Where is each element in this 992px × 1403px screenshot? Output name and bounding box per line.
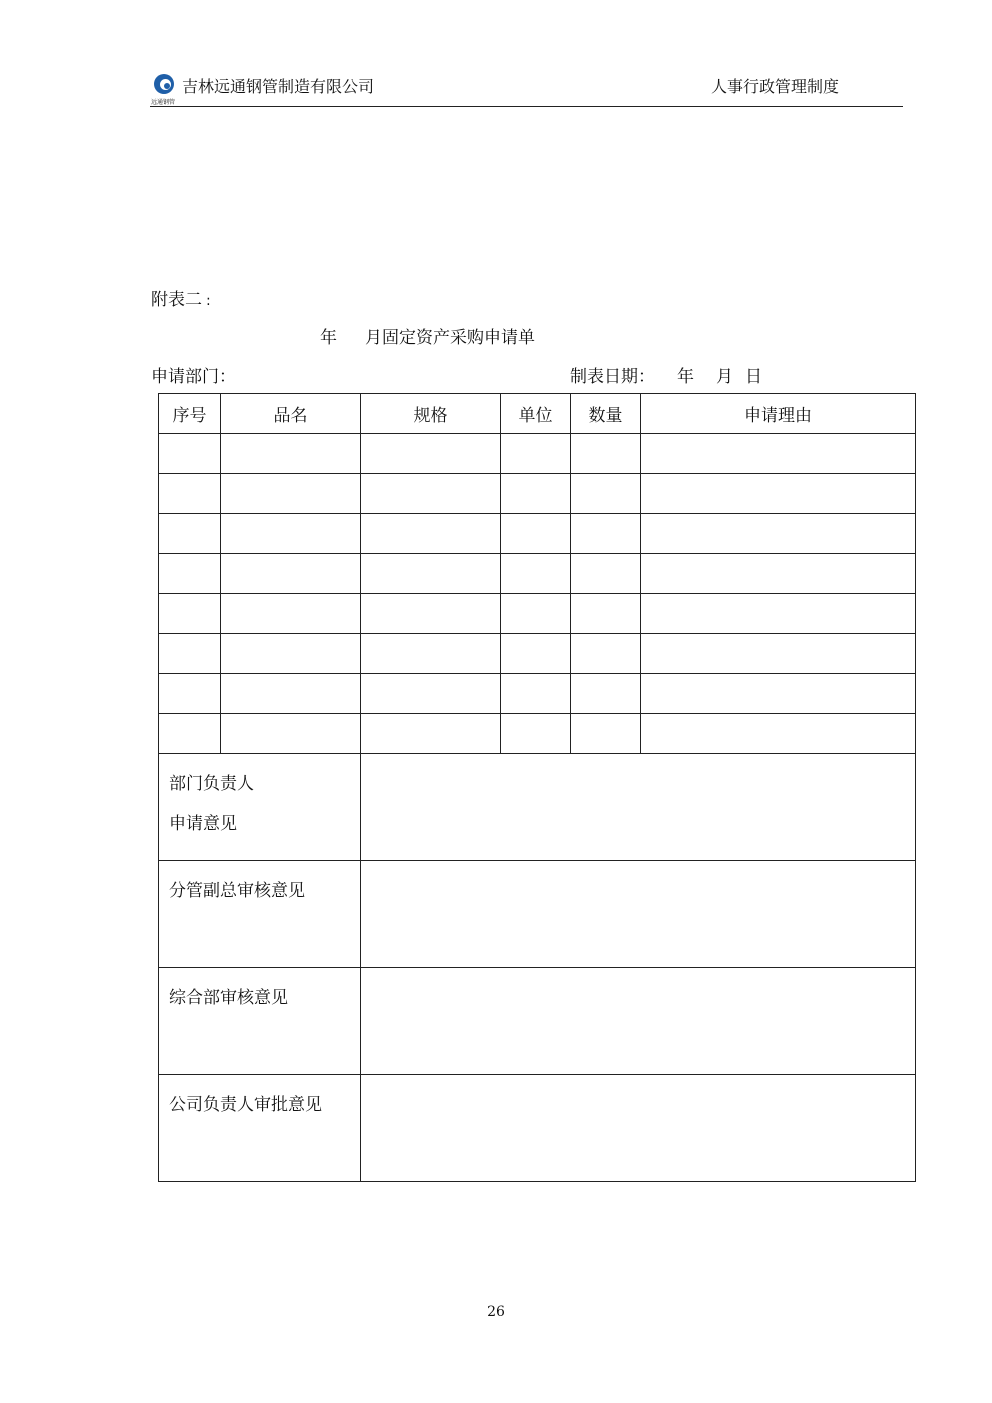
table-cell[interactable] xyxy=(159,714,221,754)
table-row xyxy=(159,434,916,474)
approval-label-line1: 综合部审核意见 xyxy=(169,988,288,1008)
table-cell[interactable] xyxy=(571,594,641,634)
appendix-text: 附表二 xyxy=(151,290,202,310)
approval-label-cell xyxy=(159,754,361,861)
table-row xyxy=(159,714,916,754)
table-cell[interactable] xyxy=(571,554,641,594)
table-cell[interactable] xyxy=(159,514,221,554)
table-cell[interactable] xyxy=(641,434,916,474)
table-cell[interactable] xyxy=(159,594,221,634)
table-cell[interactable] xyxy=(221,634,361,674)
table-cell[interactable] xyxy=(641,474,916,514)
table-cell[interactable] xyxy=(501,594,571,634)
table-cell[interactable] xyxy=(361,674,501,714)
table-row xyxy=(159,474,916,514)
table-cell[interactable] xyxy=(501,514,571,554)
table-cell[interactable] xyxy=(641,714,916,754)
form-title-text: 月固定资产采购申请单 xyxy=(365,328,535,348)
approval-row xyxy=(159,968,916,1075)
date-label: 制表日期： xyxy=(570,367,655,387)
approval-label xyxy=(159,968,360,1018)
table-row xyxy=(159,674,916,714)
table-cell[interactable] xyxy=(641,594,916,634)
table-cell[interactable] xyxy=(361,714,501,754)
table-cell[interactable] xyxy=(641,554,916,594)
table-cell[interactable] xyxy=(641,634,916,674)
table-cell[interactable] xyxy=(571,634,641,674)
document-title: 人事行政管理制度 xyxy=(710,77,839,96)
form-title-year: 年 xyxy=(320,328,337,348)
approval-opinion-field[interactable] xyxy=(361,1075,916,1182)
form-title xyxy=(320,323,535,348)
column-header: 序号 xyxy=(159,394,221,434)
table-cell[interactable] xyxy=(641,674,916,714)
approval-opinion-field[interactable] xyxy=(361,861,916,968)
column-header: 数量 xyxy=(571,394,641,434)
approval-label-line2: 申请意见 xyxy=(169,814,237,834)
table-cell[interactable] xyxy=(221,434,361,474)
table-cell[interactable] xyxy=(501,474,571,514)
table-cell[interactable] xyxy=(159,634,221,674)
table-cell[interactable] xyxy=(221,514,361,554)
date-field xyxy=(570,362,762,387)
table-cell[interactable] xyxy=(501,634,571,674)
header-rule xyxy=(150,106,903,107)
table-cell[interactable] xyxy=(221,474,361,514)
approval-label-line1: 公司负责人审批意见 xyxy=(169,1095,322,1115)
table-row xyxy=(159,634,916,674)
table-cell[interactable] xyxy=(221,594,361,634)
date-year: 年 xyxy=(677,367,694,387)
table-cell[interactable] xyxy=(501,674,571,714)
approval-opinion-field[interactable] xyxy=(361,968,916,1075)
table-cell[interactable] xyxy=(571,474,641,514)
svg-text:远通钢管: 远通钢管 xyxy=(151,99,176,106)
date-day: 日 xyxy=(745,367,762,387)
approval-opinion-field[interactable] xyxy=(361,754,916,861)
table-row xyxy=(159,594,916,634)
table-cell[interactable] xyxy=(361,474,501,514)
table-cell[interactable] xyxy=(641,514,916,554)
table-cell[interactable] xyxy=(361,634,501,674)
column-header: 品名 xyxy=(221,394,361,434)
approval-label xyxy=(159,754,360,844)
table-cell[interactable] xyxy=(501,554,571,594)
table-cell[interactable] xyxy=(159,434,221,474)
page-number: 26 xyxy=(487,1304,505,1320)
table-cell[interactable] xyxy=(361,594,501,634)
table-cell[interactable] xyxy=(361,434,501,474)
table-cell[interactable] xyxy=(221,674,361,714)
appendix-label xyxy=(151,285,211,310)
table-cell[interactable] xyxy=(361,554,501,594)
table-cell[interactable] xyxy=(159,554,221,594)
table-row xyxy=(159,554,916,594)
page-header xyxy=(150,70,905,108)
table-row xyxy=(159,514,916,554)
department-label: 申请部门： xyxy=(151,367,236,387)
table-cell[interactable] xyxy=(159,474,221,514)
column-header: 规格 xyxy=(361,394,501,434)
table-header-row xyxy=(159,394,916,434)
table-cell[interactable] xyxy=(361,514,501,554)
column-header: 单位 xyxy=(501,394,571,434)
table-cell[interactable] xyxy=(221,714,361,754)
appendix-colon: : xyxy=(206,293,211,309)
approval-label-line1: 分管副总审核意见 xyxy=(169,881,305,901)
table-cell[interactable] xyxy=(571,674,641,714)
table-cell[interactable] xyxy=(221,554,361,594)
approval-label-cell xyxy=(159,968,361,1075)
approval-label xyxy=(159,1075,360,1125)
purchase-table xyxy=(158,393,916,1182)
approval-row xyxy=(159,1075,916,1182)
table-cell[interactable] xyxy=(501,434,571,474)
column-header: 申请理由 xyxy=(641,394,916,434)
company-logo xyxy=(150,72,180,106)
approval-label xyxy=(159,861,360,911)
table-cell[interactable] xyxy=(159,674,221,714)
approval-row xyxy=(159,861,916,968)
approval-label-line1: 部门负责人 xyxy=(169,774,254,794)
table-cell[interactable] xyxy=(571,714,641,754)
approval-label-cell xyxy=(159,1075,361,1182)
table-cell[interactable] xyxy=(571,434,641,474)
approval-label-cell xyxy=(159,861,361,968)
company-name: 吉林远通钢管制造有限公司 xyxy=(182,77,375,96)
table-cell[interactable] xyxy=(501,714,571,754)
approval-row xyxy=(159,754,916,861)
date-month: 月 xyxy=(716,367,733,387)
table-cell[interactable] xyxy=(571,514,641,554)
